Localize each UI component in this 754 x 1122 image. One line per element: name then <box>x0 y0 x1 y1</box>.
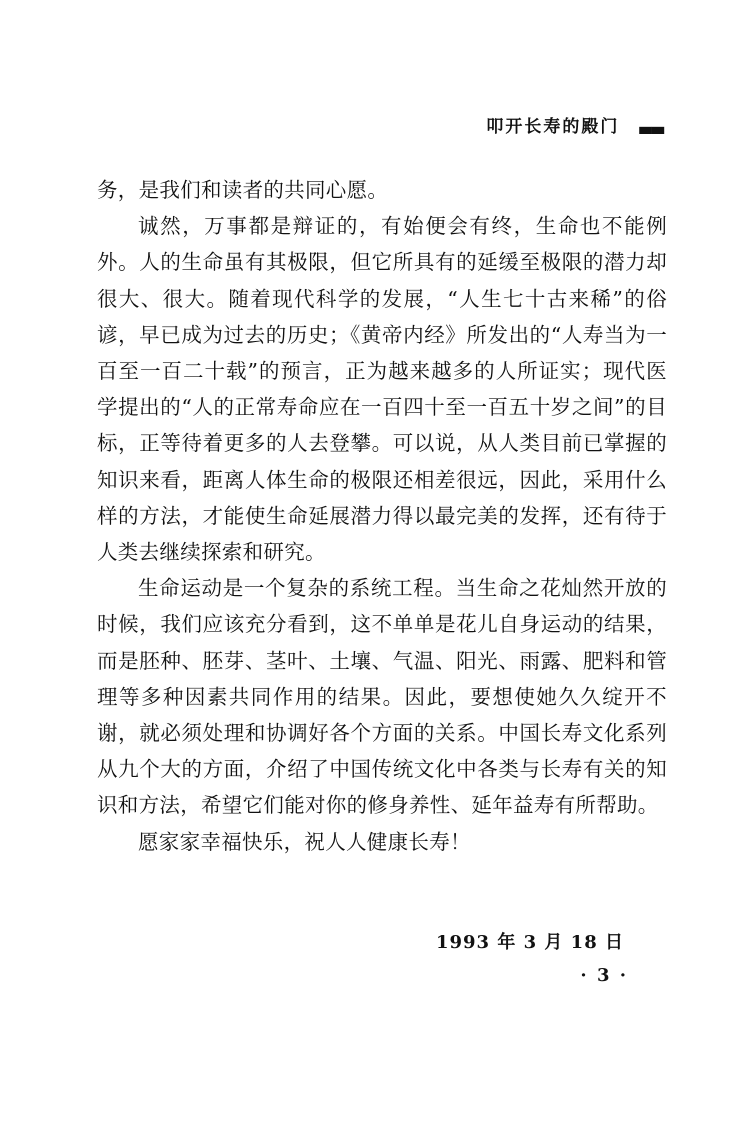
paragraph-continuation: 务，是我们和读者的共同心愿。 <box>97 178 389 202</box>
body-text <box>97 172 667 860</box>
page-number: · 3 · <box>580 965 628 986</box>
paragraph-blessing: 愿家家幸福快乐，祝人人健康长寿！ <box>138 829 471 854</box>
date-signature: 1993 年 3 月 18 日 <box>435 932 624 953</box>
header-ornament: ▃▃ <box>639 115 664 134</box>
paragraph-limits-of-life: 诚然，万事都是辩证的，有始便会有终，生命也不能例外。人的生命虽有其极限，但它所具有的延缓至极限的潜力却很大、很大。随着现代科学的发展，“人生七十古来稀”的俗谚，早已成为过去的历史；《黄帝内经》所发出的“人寿当为一百至一百二十载”的预言，正为越来越多的人所证实；现代医学提出的“人的正常寿命应在一百四十至一百五十岁之间”的目标，正等待着更多的人去登攀。可以说，从人类目前已掌握的知识来看，距离人体生命的极限还相差很远，因此，采用什么样的方法，才能使生命延展潜力得以最完美的发挥，还有待于人类去继续探索和研究。 <box>97 214 667 565</box>
paragraph-systems-engineering: 生命运动是一个复杂的系统工程。当生命之花灿然开放的时候，我们应该充分看到，这不单单是花儿自身运动的结果，而是胚种、胚芽、茎叶、土壤、气温、阳光、雨露、肥料和管理等多种因素共同作用的结果。因此，要想使她久久绽开不谢，就必须处理和协调好各个方面的关系。中国长寿文化系列从九个大的方面，介绍了中国传统文化中各类与长寿有关的知识和方法，希望它们能对你的修身养性、延年益寿有所帮助。 <box>97 576 667 818</box>
running-header <box>486 112 664 137</box>
chapter-title: 叩开长寿的殿门 <box>486 117 620 137</box>
